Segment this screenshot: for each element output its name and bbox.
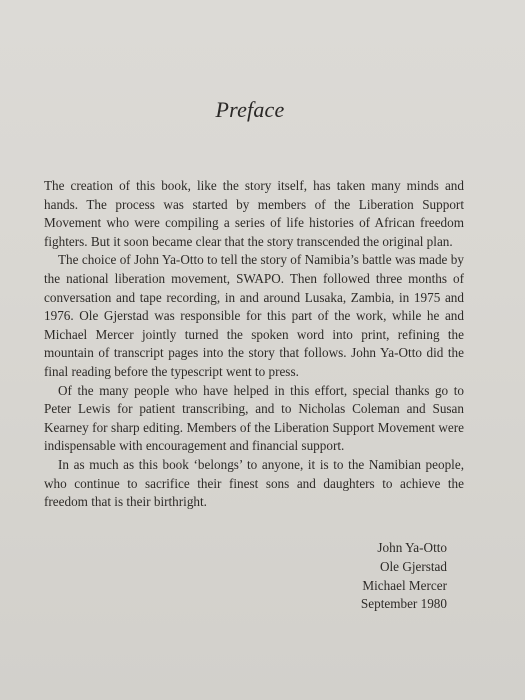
signature-ole-gjerstad: Ole Gjerstad: [379, 558, 447, 574]
paragraph-4: In as much as this book ‘belongs’ to anyone, it is to the Namibian people, who continue to sacrifice their finest sons and daughters to achieve the freedom that is their birthright.: [44, 456, 464, 510]
paragraph-3: Of the many people who have helped in this effort, special thanks go to Peter Lewis for patient transcribing, and to Nicholas Coleman and Susan Kearney for sharp editing. Members of the Liberation Support Movement were indispensable with encouragement and financial support.: [44, 382, 464, 454]
signature-date: September 1980: [360, 596, 447, 612]
paragraph-2: The choice of John Ya-Otto to tell the story of Namibia’s battle was made by the national liberation movement, SWAPO. Then followed three months of conversation and tape recording, in and around Lusaka, Zambia, in 1975 and 1976. Ole Gjerstad was responsible for this part of the work, while he and Michael Mercer jointly turned the spoken word into print, refining the mountain of transcript pages into the story that follows. John Ya-Otto did the final reading before the typescript went to press.: [44, 252, 464, 379]
preface-body: [44, 177, 464, 512]
signature-michael-mercer: Michael Mercer: [362, 577, 447, 593]
paragraph-1: The creation of this book, like the story itself, has taken many minds and hands. The process was started by members of the Liberation Support Movement who were compiling a series of life histories of African freedom fighters. But it soon became clear that the story transcended the original plan.: [44, 178, 464, 249]
signature-john-ya-otto: John Ya-Otto: [377, 540, 447, 555]
signature-block: [361, 539, 447, 614]
page-title: Preface: [215, 97, 285, 122]
